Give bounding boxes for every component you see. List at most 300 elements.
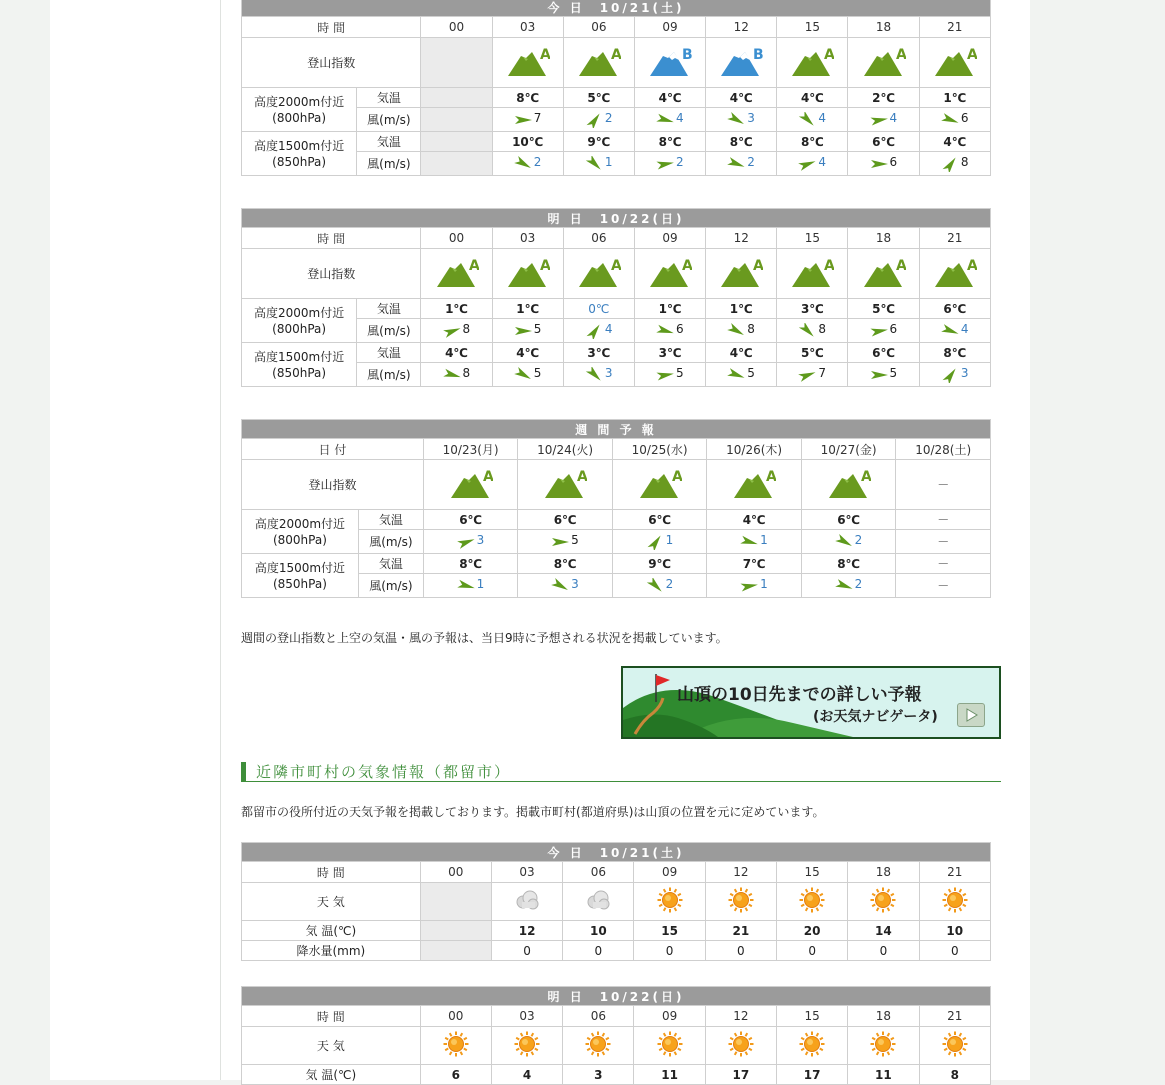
temp-cell <box>777 88 848 108</box>
temperature-value: 3 <box>594 1067 603 1082</box>
altitude-1500m-pressure: (850hPa) <box>272 365 327 380</box>
temperature-label: 気 温(℃) <box>242 921 421 941</box>
temp-cell <box>896 510 991 530</box>
temp-value: 10℃ <box>512 134 544 149</box>
column-header: 09 <box>634 1006 705 1027</box>
temp-cell <box>492 132 563 152</box>
wind-indicator <box>848 109 918 131</box>
wind-indicator <box>493 109 563 131</box>
temperature-cell <box>919 1065 990 1085</box>
column-header: 03 <box>491 862 562 883</box>
header-row <box>242 862 991 883</box>
mountain-grade-a-icon <box>862 44 906 78</box>
temp-cell <box>919 132 990 152</box>
mountain-grade-a-icon <box>506 255 550 289</box>
wind-indicator <box>518 531 612 553</box>
temp-cell <box>612 554 707 574</box>
column-header: 12 <box>705 862 776 883</box>
weekly-note: 週間の登山指数と上空の気温・風の予報は、当日9時に予想される状況を掲載しています。 <box>241 631 728 645</box>
climb-index-cell <box>423 460 518 510</box>
temp-value: 6℃ <box>837 512 861 527</box>
empty-dash: － <box>937 535 950 549</box>
wind-direction-icon <box>727 156 747 172</box>
temperature-cell <box>491 921 562 941</box>
temp-label: 気温 <box>357 343 421 363</box>
column-header: 10/23(月) <box>423 439 518 460</box>
wind-direction-icon <box>457 578 477 594</box>
date-label: 日 付 <box>242 439 424 460</box>
wind-speed: 1 <box>476 576 485 591</box>
temp-value: 4℃ <box>729 90 753 105</box>
wind-label: 風(m/s) <box>358 574 423 598</box>
temperature-value: 14 <box>875 923 892 938</box>
column-header: 00 <box>421 17 492 38</box>
temp-value: － <box>937 513 950 527</box>
temperature-value: 11 <box>661 1067 678 1082</box>
svg-text:A: A <box>966 47 977 63</box>
wind-cell <box>919 108 990 132</box>
wind-cell <box>492 319 563 343</box>
wind-speed: 4 <box>818 154 827 169</box>
mountain-grade-b-icon <box>719 44 763 78</box>
climb-index-row <box>242 249 991 299</box>
wind-direction-icon <box>656 367 676 383</box>
climb-index-cell <box>919 249 990 299</box>
temperature-value: 21 <box>732 923 750 938</box>
wind-speed: 7 <box>533 110 542 125</box>
svg-text:A: A <box>539 258 550 274</box>
svg-text:A: A <box>610 47 621 63</box>
temp-cell <box>706 132 777 152</box>
wind-cell <box>634 363 705 387</box>
climb-index-cell <box>801 460 896 510</box>
temp-value: 6℃ <box>872 345 895 360</box>
temperature-value: 6 <box>451 1067 460 1082</box>
wind-cell <box>848 319 919 343</box>
weather-cell <box>777 883 848 921</box>
altitude-1500m-temp-row <box>242 343 991 363</box>
wind-cell <box>848 363 919 387</box>
wind-speed: 2 <box>676 154 684 169</box>
altitude-1500m-pressure: (850hPa) <box>272 576 327 591</box>
cloud-icon <box>584 886 612 914</box>
section-title-nearby-city: 近隣市町村の気象情報（都留市） <box>241 762 1001 782</box>
climb-index-label: 登山指数 <box>242 38 421 88</box>
wind-label: 風(m/s) <box>357 363 421 387</box>
wind-direction-icon <box>941 367 961 383</box>
climb-index-cell <box>612 460 707 510</box>
wind-direction-icon <box>551 534 571 550</box>
altitude-2000m-pressure: (800hPa) <box>272 321 327 336</box>
wind-cell <box>801 530 896 554</box>
svg-text:A: A <box>766 469 777 485</box>
temp-value: 5℃ <box>587 90 611 105</box>
table-caption-row <box>242 987 991 1006</box>
wind-indicator <box>564 153 634 175</box>
wind-speed: 5 <box>747 365 755 380</box>
column-header: 03 <box>491 1006 562 1027</box>
wind-cell <box>919 152 990 176</box>
wind-cell <box>634 319 705 343</box>
temperature-cell <box>420 1065 491 1085</box>
mountain-forecast-tomorrow-table <box>241 208 991 387</box>
temp-cell <box>563 343 634 363</box>
wind-cell <box>848 108 919 132</box>
wind-cell <box>612 574 707 598</box>
precipitation-value: 0 <box>665 943 674 958</box>
temperature-cell <box>705 921 776 941</box>
sun-icon <box>656 886 684 914</box>
weather-cell <box>420 1027 491 1065</box>
altitude-2000m-pressure: (800hPa) <box>272 532 327 547</box>
wind-cell <box>919 319 990 343</box>
temp-value: 4℃ <box>943 134 967 149</box>
column-header: 09 <box>634 228 705 249</box>
temp-value: 8℃ <box>516 90 540 105</box>
temp-cell <box>421 88 492 108</box>
wind-indicator <box>777 153 847 175</box>
column-header: 12 <box>706 17 777 38</box>
wind-indicator <box>777 320 847 342</box>
column-header: 15 <box>777 228 848 249</box>
temp-cell <box>563 132 634 152</box>
wind-speed: 5 <box>889 365 898 380</box>
wind-direction-icon <box>941 323 961 339</box>
temp-value: 5℃ <box>800 345 824 360</box>
temp-cell <box>801 554 896 574</box>
wind-direction-icon <box>646 578 666 594</box>
empty-dash: － <box>937 478 950 492</box>
wind-indicator <box>564 109 634 131</box>
wind-direction-icon <box>798 323 818 339</box>
weather-cell <box>634 883 705 921</box>
column-header: 03 <box>492 17 563 38</box>
temp-value: 8℃ <box>459 556 483 571</box>
mountain-forecast-today-table <box>241 0 991 176</box>
wind-indicator <box>635 153 705 175</box>
altitude-1500m-label <box>242 554 359 598</box>
wind-direction-icon <box>941 112 961 128</box>
wind-cell <box>634 152 705 176</box>
city-forecast-tomorrow-table <box>241 986 991 1085</box>
wind-speed: 8 <box>818 321 827 336</box>
wind-cell <box>492 152 563 176</box>
time-label: 時 間 <box>242 17 421 38</box>
wind-indicator <box>518 575 612 597</box>
wind-cell <box>777 152 848 176</box>
wind-cell <box>706 319 777 343</box>
climb-index-cell <box>421 249 492 299</box>
sun-icon <box>798 1030 826 1058</box>
column-header: 06 <box>563 17 634 38</box>
climb-index-cell <box>563 249 634 299</box>
wind-speed: 6 <box>889 321 898 336</box>
temperature-cell <box>634 1065 705 1085</box>
temp-label: 気温 <box>357 88 421 108</box>
climb-index-cell <box>919 38 990 88</box>
weather-row <box>242 883 991 921</box>
city-forecast-today-table <box>241 842 991 961</box>
altitude-2000m-title: 高度2000m付近 <box>254 94 345 109</box>
mountain-grade-a-icon <box>790 44 834 78</box>
mountain-grade-a-icon <box>648 255 692 289</box>
wind-indicator <box>635 320 705 342</box>
precipitation-cell <box>634 941 705 961</box>
temp-value: 4℃ <box>729 345 753 360</box>
altitude-2000m-label <box>242 299 357 343</box>
wind-label: 風(m/s) <box>358 530 423 554</box>
table-caption: 明 日 10/22(日) <box>242 987 991 1006</box>
column-header: 12 <box>705 1006 776 1027</box>
wind-speed: 5 <box>571 532 579 547</box>
wind-speed: 4 <box>889 110 898 125</box>
weather-cell <box>705 883 776 921</box>
svg-text:A: A <box>682 258 693 274</box>
column-header: 18 <box>848 17 919 38</box>
precipitation-row <box>242 941 991 961</box>
temp-cell <box>518 510 613 530</box>
altitude-1500m-label <box>242 132 357 176</box>
time-label: 時 間 <box>242 1006 421 1027</box>
temp-cell <box>421 343 492 363</box>
play-arrow-icon[interactable] <box>957 703 985 727</box>
wind-indicator <box>493 320 563 342</box>
temp-cell <box>518 554 613 574</box>
wind-direction-icon <box>514 112 534 128</box>
empty-dash: － <box>937 579 950 593</box>
climb-index-row <box>242 460 991 510</box>
column-header: 15 <box>777 862 848 883</box>
temp-cell <box>421 132 492 152</box>
temperature-value: 15 <box>661 923 678 938</box>
wind-cell <box>706 363 777 387</box>
altitude-2000m-title: 高度2000m付近 <box>254 516 346 531</box>
mountain-grade-a-icon <box>577 255 621 289</box>
mountain-grade-a-icon <box>577 44 621 78</box>
wind-direction-icon <box>443 323 463 339</box>
climb-index-cell <box>421 38 492 88</box>
climb-index-cell <box>563 38 634 88</box>
wind-speed: 8 <box>462 365 471 380</box>
temp-value: 4℃ <box>516 345 540 360</box>
precipitation-value: 0 <box>594 943 603 958</box>
temp-cell <box>919 343 990 363</box>
left-sidebar <box>50 0 221 1080</box>
wind-indicator <box>635 109 705 131</box>
temp-cell <box>612 510 707 530</box>
wind-direction-icon <box>585 112 605 128</box>
column-header: 10/28(土) <box>896 439 991 460</box>
table-caption: 明 日 10/22(日) <box>242 209 991 228</box>
header-row <box>242 228 991 249</box>
wind-direction-icon <box>514 367 534 383</box>
wind-direction-icon <box>727 112 747 128</box>
temp-value: 9℃ <box>587 134 611 149</box>
column-header: 18 <box>848 228 919 249</box>
wind-speed: 6 <box>960 110 969 125</box>
climb-index-cell <box>896 460 991 510</box>
wind-indicator <box>920 364 990 386</box>
wind-indicator <box>848 153 918 175</box>
column-header: 18 <box>848 1006 919 1027</box>
mountain-grade-a-icon <box>435 255 479 289</box>
precipitation-cell <box>563 941 634 961</box>
wind-speed: 5 <box>676 365 684 380</box>
wind-speed: 2 <box>854 576 863 591</box>
temperature-value: 4 <box>522 1067 532 1082</box>
wind-direction-icon <box>646 534 666 550</box>
weather-cell <box>848 1027 919 1065</box>
wind-cell <box>563 108 634 132</box>
column-header: 10/27(金) <box>801 439 896 460</box>
temp-cell <box>563 299 634 319</box>
temp-value: 4℃ <box>445 345 468 360</box>
climb-index-cell <box>848 38 919 88</box>
wind-cell <box>612 530 707 554</box>
wind-speed: 1 <box>665 532 674 547</box>
temp-cell <box>777 343 848 363</box>
wind-indicator <box>777 364 847 386</box>
wind-indicator <box>707 575 801 597</box>
wind-indicator <box>493 364 563 386</box>
wind-direction-icon <box>870 112 890 128</box>
temperature-cell <box>848 921 919 941</box>
temp-cell <box>706 343 777 363</box>
wind-speed: 3 <box>960 365 969 380</box>
temp-value: 8℃ <box>800 134 824 149</box>
temp-value: 3℃ <box>587 345 611 360</box>
climb-index-row <box>242 38 991 88</box>
banner-title: 山頂の10日先までの詳しい予報 <box>677 685 922 705</box>
temperature-value: 12 <box>518 923 536 938</box>
weather-cell <box>848 883 919 921</box>
wind-direction-icon <box>585 367 605 383</box>
altitude-2000m-title: 高度2000m付近 <box>254 305 345 320</box>
temp-value: 6℃ <box>459 512 483 527</box>
wind-speed: 1 <box>760 576 768 591</box>
column-header: 15 <box>777 1006 848 1027</box>
wind-speed: 6 <box>676 321 684 336</box>
weather-cell <box>919 1027 990 1065</box>
weather-cell <box>705 1027 776 1065</box>
altitude-2000m-temp-row <box>242 88 991 108</box>
precipitation-value: 0 <box>737 943 745 958</box>
temp-cell <box>492 299 563 319</box>
column-header: 10/26(木) <box>707 439 802 460</box>
climb-index-label: 登山指数 <box>242 460 424 510</box>
header-row <box>242 439 991 460</box>
temperature-cell <box>777 1065 848 1085</box>
wind-direction-icon <box>514 323 534 339</box>
svg-text:A: A <box>860 469 871 485</box>
weather-cell <box>491 883 562 921</box>
temp-cell <box>707 510 802 530</box>
sun-icon <box>584 1030 612 1058</box>
svg-text:A: A <box>610 258 621 274</box>
svg-text:A: A <box>824 47 835 63</box>
temp-cell <box>919 299 990 319</box>
wind-cell <box>421 108 492 132</box>
sun-icon <box>513 1030 541 1058</box>
temp-cell <box>848 88 919 108</box>
mountain-grade-a-icon <box>449 466 493 500</box>
wind-label: 風(m/s) <box>357 319 421 343</box>
table-caption-row <box>242 420 991 439</box>
weather-cell <box>563 883 634 921</box>
mountain-grade-a-icon <box>862 255 906 289</box>
column-header: 21 <box>919 1006 990 1027</box>
column-header: 03 <box>492 228 563 249</box>
column-header: 10/25(水) <box>612 439 707 460</box>
temperature-cell <box>420 921 491 941</box>
temp-cell <box>634 299 705 319</box>
altitude-1500m-label <box>242 343 357 387</box>
wind-indicator <box>706 153 776 175</box>
wind-cell <box>421 319 492 343</box>
wind-indicator <box>421 364 491 386</box>
mountain-grade-a-icon <box>506 44 550 78</box>
column-header: 18 <box>848 862 919 883</box>
temp-value: 1℃ <box>445 301 468 316</box>
wind-indicator <box>802 531 896 553</box>
temp-value: 1℃ <box>516 301 540 316</box>
column-header: 12 <box>706 228 777 249</box>
precipitation-cell <box>777 941 848 961</box>
wind-direction-icon <box>551 578 571 594</box>
wind-cell <box>777 108 848 132</box>
temp-value: 3℃ <box>800 301 824 316</box>
wind-cell <box>919 363 990 387</box>
temp-value: 4℃ <box>658 90 682 105</box>
temp-cell <box>563 88 634 108</box>
wind-cell <box>492 108 563 132</box>
temperature-cell <box>491 1065 562 1085</box>
ten-day-forecast-banner[interactable] <box>621 666 1001 739</box>
wind-indicator <box>424 575 518 597</box>
wind-cell <box>707 574 802 598</box>
wind-cell <box>707 530 802 554</box>
mountain-grade-a-icon <box>933 44 977 78</box>
wind-speed: 2 <box>533 154 542 169</box>
climb-index-cell <box>634 38 705 88</box>
temp-value: 4℃ <box>742 512 766 527</box>
temperature-value: 17 <box>732 1067 750 1082</box>
wind-cell <box>423 574 518 598</box>
temp-cell <box>423 554 518 574</box>
temp-value: 9℃ <box>648 556 672 571</box>
climb-index-cell <box>492 38 563 88</box>
wind-speed: 3 <box>747 110 755 125</box>
column-header: 06 <box>563 228 634 249</box>
wind-indicator <box>777 109 847 131</box>
temp-value: 6℃ <box>872 134 895 149</box>
wind-direction-icon <box>656 156 676 172</box>
temp-cell <box>777 132 848 152</box>
wind-direction-icon <box>740 578 760 594</box>
wind-indicator <box>920 320 990 342</box>
temp-value: 6℃ <box>943 301 967 316</box>
temperature-value: 11 <box>875 1067 892 1082</box>
temperature-cell <box>563 921 634 941</box>
wind-speed: 1 <box>760 532 768 547</box>
temp-value: 1℃ <box>729 301 753 316</box>
wind-indicator <box>613 575 707 597</box>
weather-label: 天 気 <box>242 883 421 921</box>
wind-direction-icon <box>656 112 676 128</box>
wind-cell <box>421 363 492 387</box>
wind-direction-icon <box>443 367 463 383</box>
weather-cell <box>420 883 491 921</box>
